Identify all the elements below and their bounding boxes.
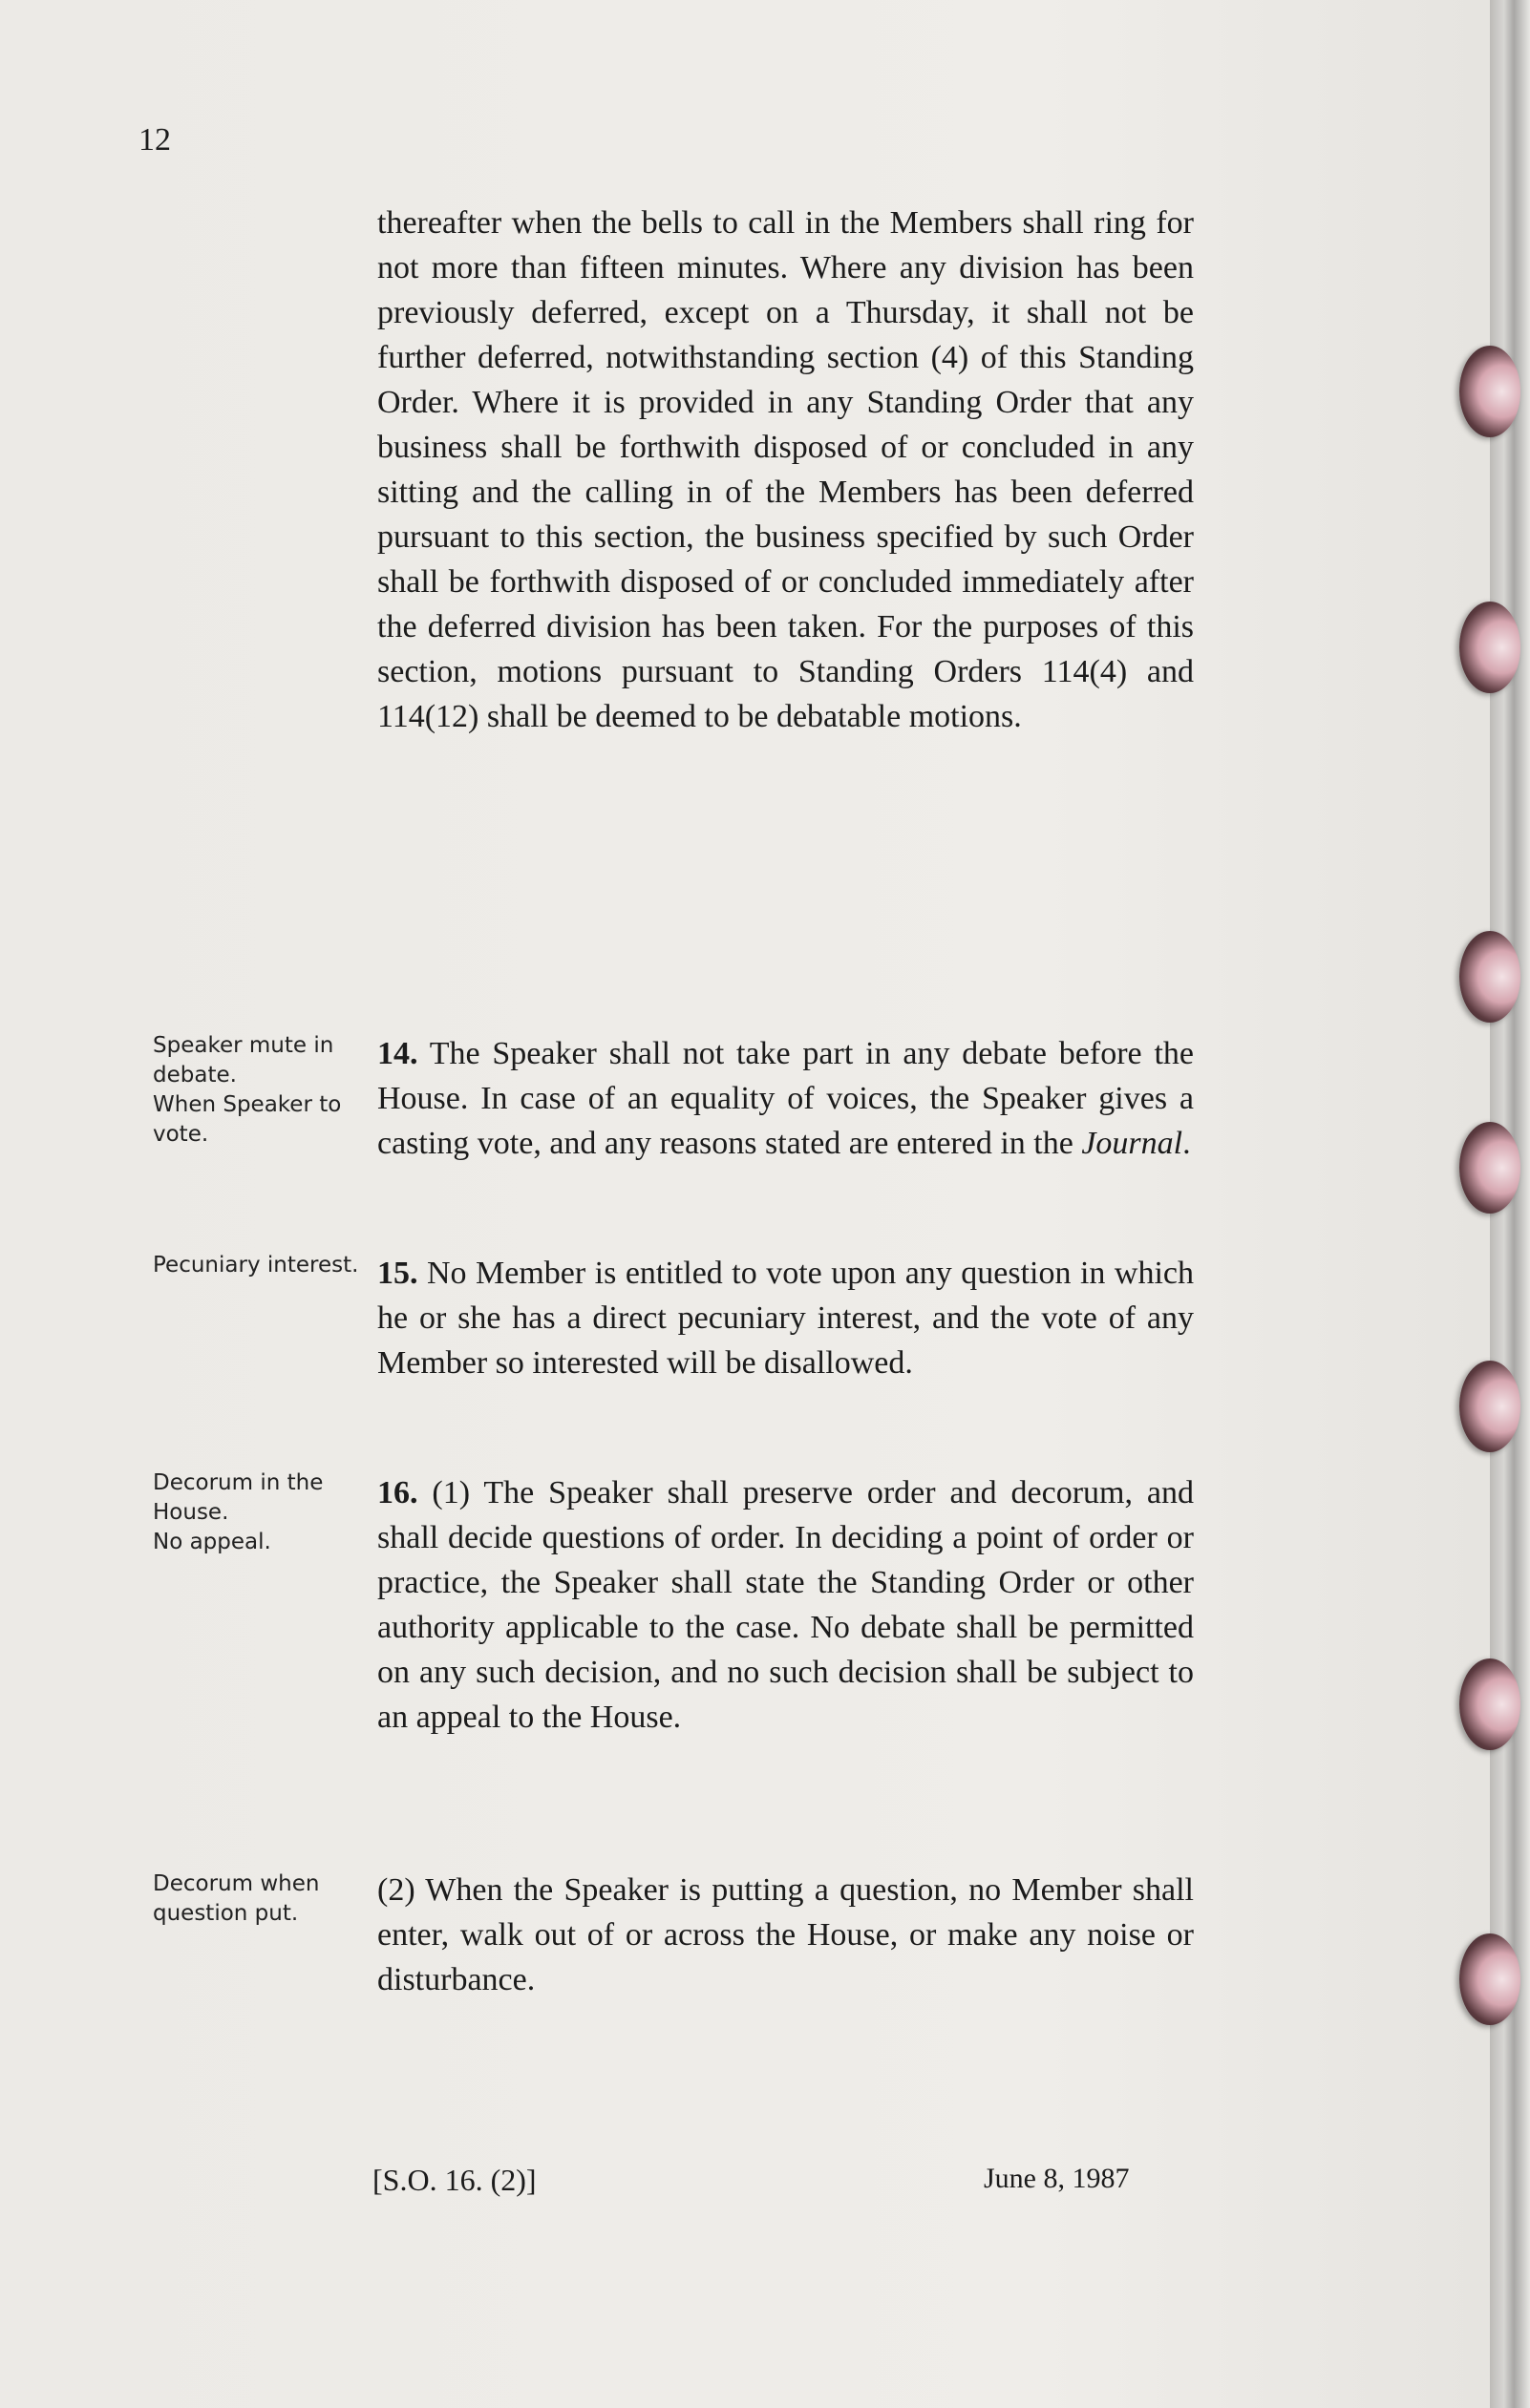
margin-note-decorum-house: Decorum in the House. [153,1470,324,1525]
paragraph-section-15 [377,1251,1194,1385]
paragraph-section-16-2: (2) When the Speaker is putting a question, no Member shall enter, walk out of or across the House, or make any noise or disturbance. [377,1872,1194,1997]
binder-ring [1459,346,1520,437]
page-number: 12 [138,122,171,158]
binder-ring [1459,931,1520,1023]
section-14-journal: Journal [1081,1126,1183,1161]
binder-ring [1459,1122,1520,1214]
margin-note-no-appeal: No appeal. [153,1530,271,1554]
footer-date: June 8, 1987 [984,2163,1130,2194]
binder-ring [1459,1658,1520,1750]
margin-note-pecuniary: Pecuniary interest. [153,1253,359,1278]
section-15-text: No Member is entitled to vote upon any question in which he or she has a direct pecuniary interest, and the vote of any Member so interested will be disallowed. [377,1256,1194,1381]
margin-note-speaker-mute: Speaker mute in debate. [153,1033,334,1088]
paragraph-section-16 [377,1470,1194,1740]
binder-ring [1459,1933,1520,2025]
paragraph-section-14 [377,1031,1194,1166]
section-16-text: (1) The Speaker shall preserve order and decorum, and shall decide questions of order. In deciding a point of order or practice, the Speaker shall state the Standing Order or other authority applicable to the case. No debate shall be permitted on any such decision, and no such decision shall be subject to an appeal to the House. [377,1475,1194,1735]
section-15-number: 15. [377,1256,418,1291]
paragraph-continued: thereafter when the bells to call in the Members shall ring for not more than fifteen minutes. Where any division has been previously deferred, except on a Thursday, it shall not be further deferred, notwithstanding section (4) of this Standing Order. Where it is provided in any Standing Order that any business shall be forthwith disposed of or concluded in any sitting and the calling in of the Members has been deferred pursuant to this section, the business specified by such Order shall be forthwith disposed of or concluded immediately after the deferred division has been taken. For the purposes of this section, motions pursuant to Standing Orders 114(4) and 114(12) shall be deemed to be debatable motions. [377,205,1194,734]
binder-ring [1459,1361,1520,1452]
margin-note-when-speaker-vote: When Speaker to vote. [153,1092,342,1147]
section-14-end: . [1182,1126,1191,1161]
footer-reference: [S.O. 16. (2)] [372,2163,537,2197]
section-14-text: The Speaker shall not take part in any debate before the House. In case of an equality of voices, the Speaker gives a casting vote, and any reasons stated are entered in the [377,1036,1194,1161]
section-14-number: 14. [377,1036,418,1071]
margin-note-decorum-question: Decorum when question put. [153,1871,320,1926]
section-16-number: 16. [377,1475,418,1510]
binder-ring [1459,602,1520,693]
